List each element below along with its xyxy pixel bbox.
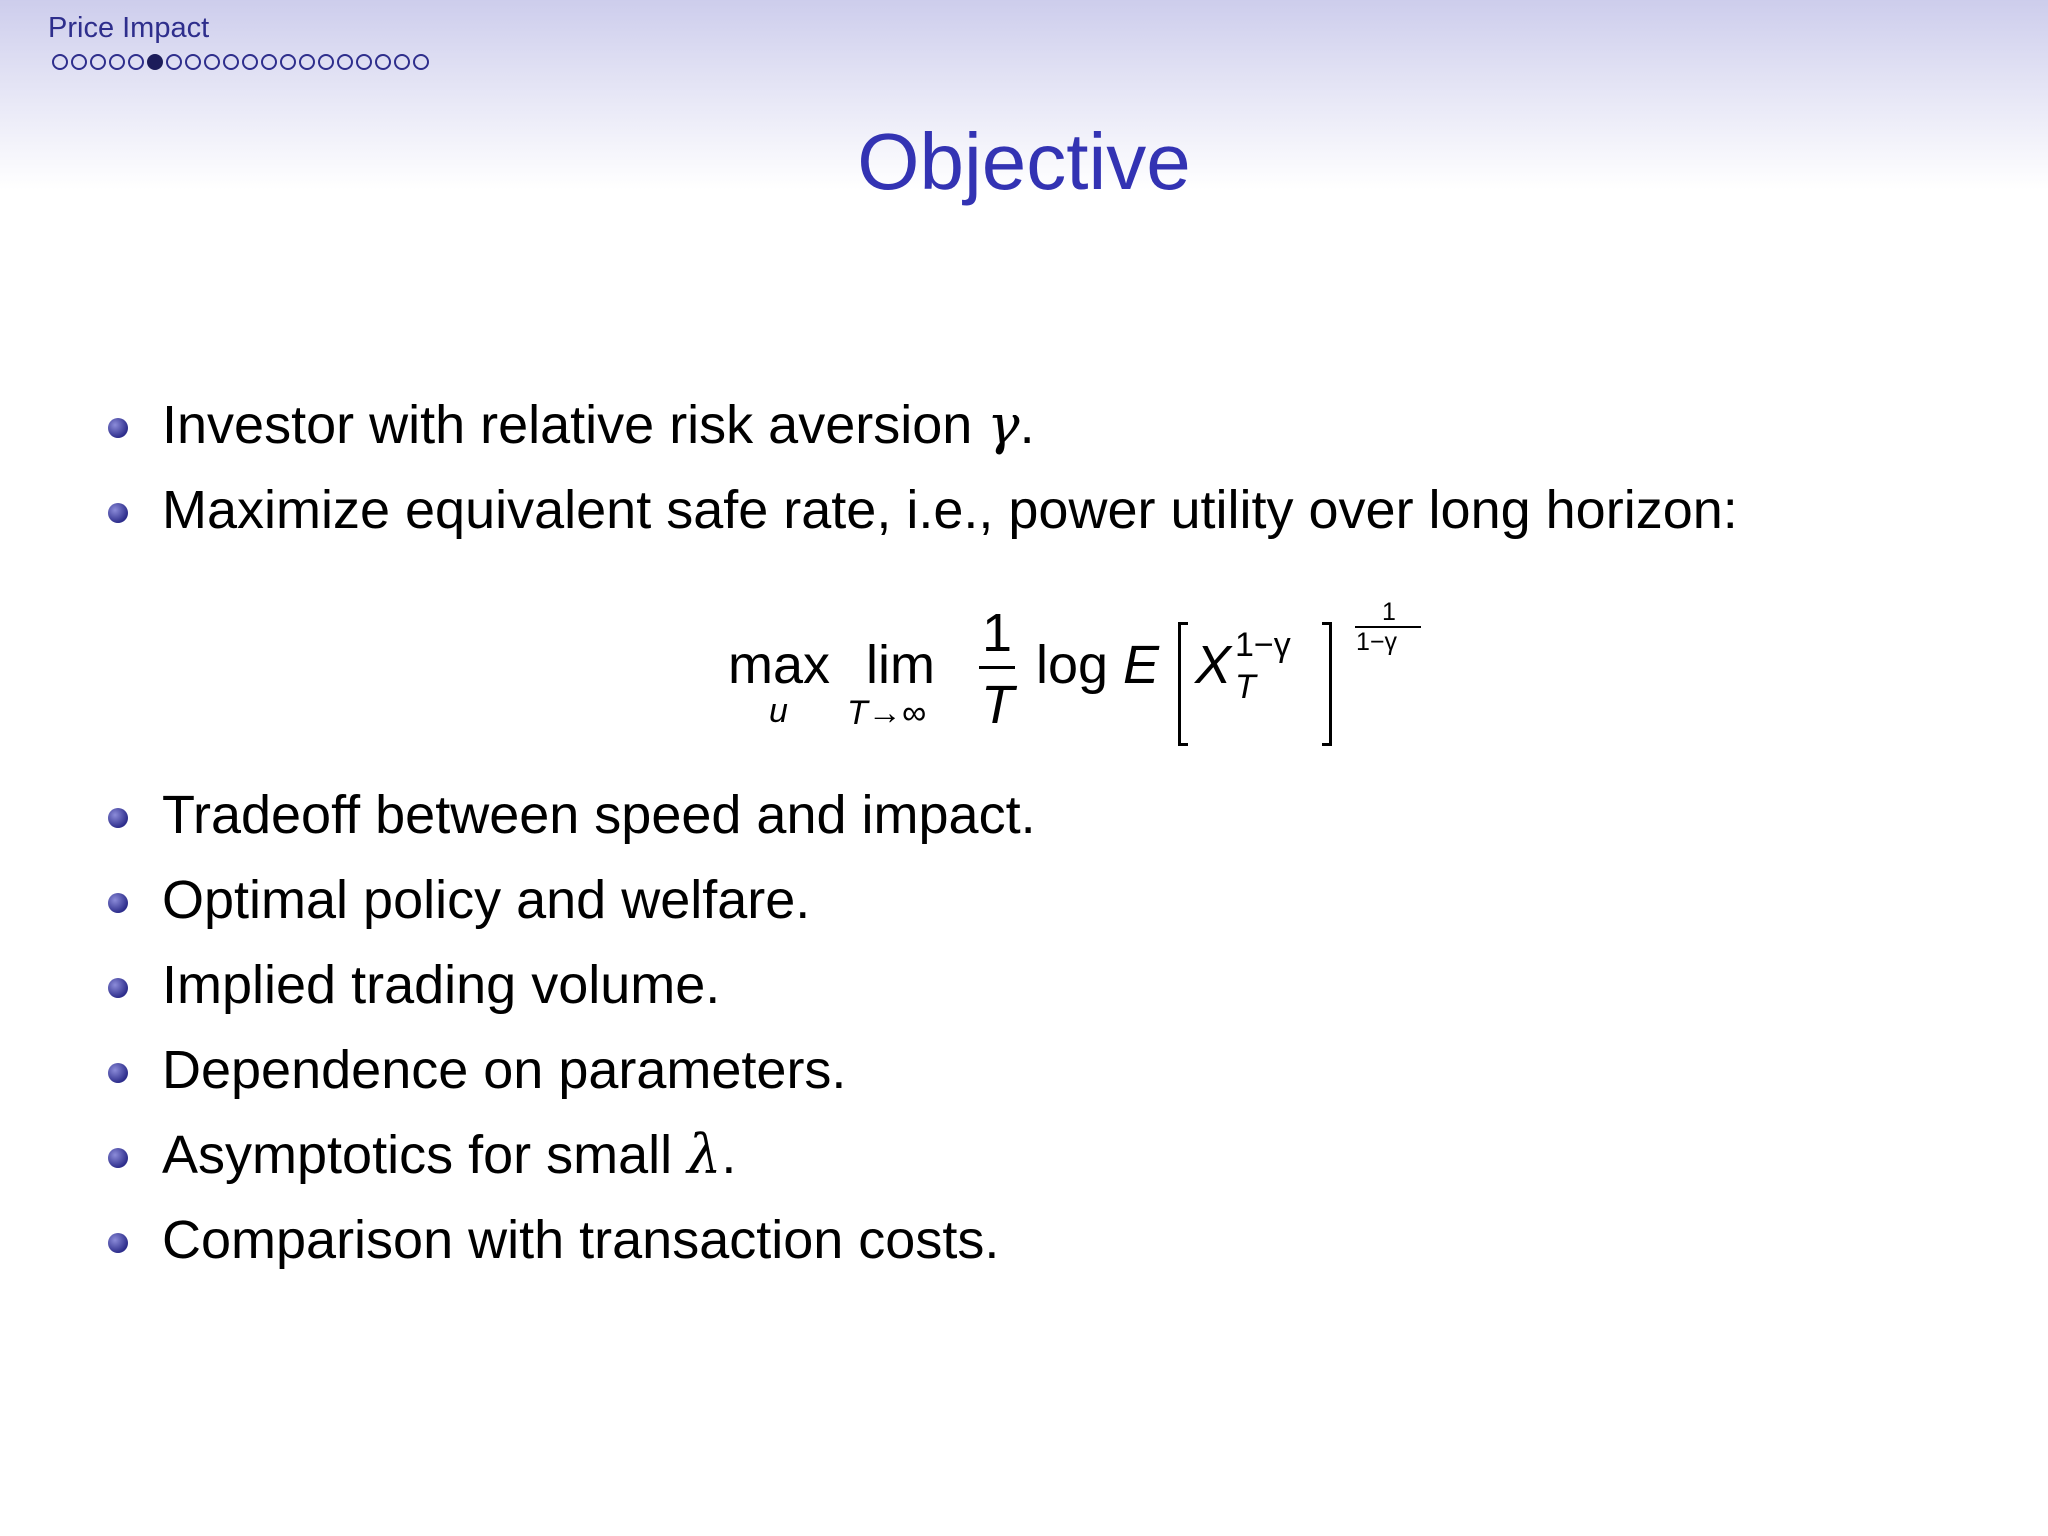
bullet-text: Tradeoff between speed and impact. [162,785,1036,845]
nav-dot[interactable] [337,54,353,70]
bullet-item [108,1210,1036,1298]
gamma-symbol: γ [987,393,1020,456]
nav-dot[interactable] [71,54,87,70]
formula-fraction-denominator: T [981,675,1014,735]
formula-lim-subscript: T→∞ [847,694,927,732]
nav-dot[interactable] [261,54,277,70]
nav-dot[interactable] [185,54,201,70]
formula-lim: lim [866,635,935,695]
nav-dot[interactable] [90,54,106,70]
bullet-list-intro [108,393,1738,568]
formula-expectation: E [1123,635,1160,695]
formula-right-bracket [1322,622,1332,746]
formula-fraction-numerator: 1 [982,603,1013,663]
bullet-item [108,480,1738,568]
bullet-text: Implied trading volume. [162,955,721,1015]
formula-variable-subscript: T [1235,668,1256,706]
bullet-suffix: . [1019,395,1035,455]
nav-dot[interactable] [223,54,239,70]
formula-fraction-bar [979,666,1015,669]
formula-outer-exponent-denominator: 1−γ [1356,628,1398,656]
nav-dot[interactable] [413,54,429,70]
formula-max-subscript: u [769,692,788,730]
bullet-item [108,1123,1036,1213]
nav-dot[interactable] [109,54,125,70]
bullet-suffix: . [721,1125,737,1185]
nav-dot-current[interactable] [147,54,163,70]
nav-dot[interactable] [52,54,68,70]
bullet-list-topics [108,785,1036,1298]
bullet-text: Optimal policy and welfare. [162,870,811,930]
bullet-text: Comparison with transaction costs. [162,1210,1000,1270]
nav-dot[interactable] [318,54,334,70]
bullet-text: Asymptotics for small [162,1125,688,1185]
nav-dot[interactable] [128,54,144,70]
slide-title: Objective [857,117,1191,206]
nav-dot[interactable] [356,54,372,70]
formula-max: max [728,635,831,695]
nav-dot[interactable] [166,54,182,70]
bullet-item [108,393,1738,483]
objective-formula [725,590,1455,740]
formula-log: log [1036,635,1109,695]
bullet-text: Dependence on parameters. [162,1040,847,1100]
bullet-item [108,870,1036,958]
formula-left-bracket [1178,622,1188,746]
formula-variable-exponent: 1−γ [1235,626,1291,664]
nav-dot[interactable] [375,54,391,70]
nav-dot[interactable] [242,54,258,70]
frame-navigation[interactable] [52,54,429,70]
lambda-symbol: λ [687,1123,722,1186]
bullet-item [108,1040,1036,1128]
nav-dot[interactable] [204,54,220,70]
section-title[interactable]: Price Impact [48,12,210,44]
formula-variable: X [1195,635,1232,695]
bullet-text: Maximize equivalent safe rate, i.e., power utility over long horizon: [162,480,1738,540]
nav-dot[interactable] [280,54,296,70]
bullet-text: Investor with relative risk aversion [162,395,988,455]
bullet-item [108,785,1036,873]
bullet-item [108,955,1036,1043]
formula-outer-exponent-numerator: 1 [1382,598,1396,626]
nav-dot[interactable] [299,54,315,70]
nav-dot[interactable] [394,54,410,70]
